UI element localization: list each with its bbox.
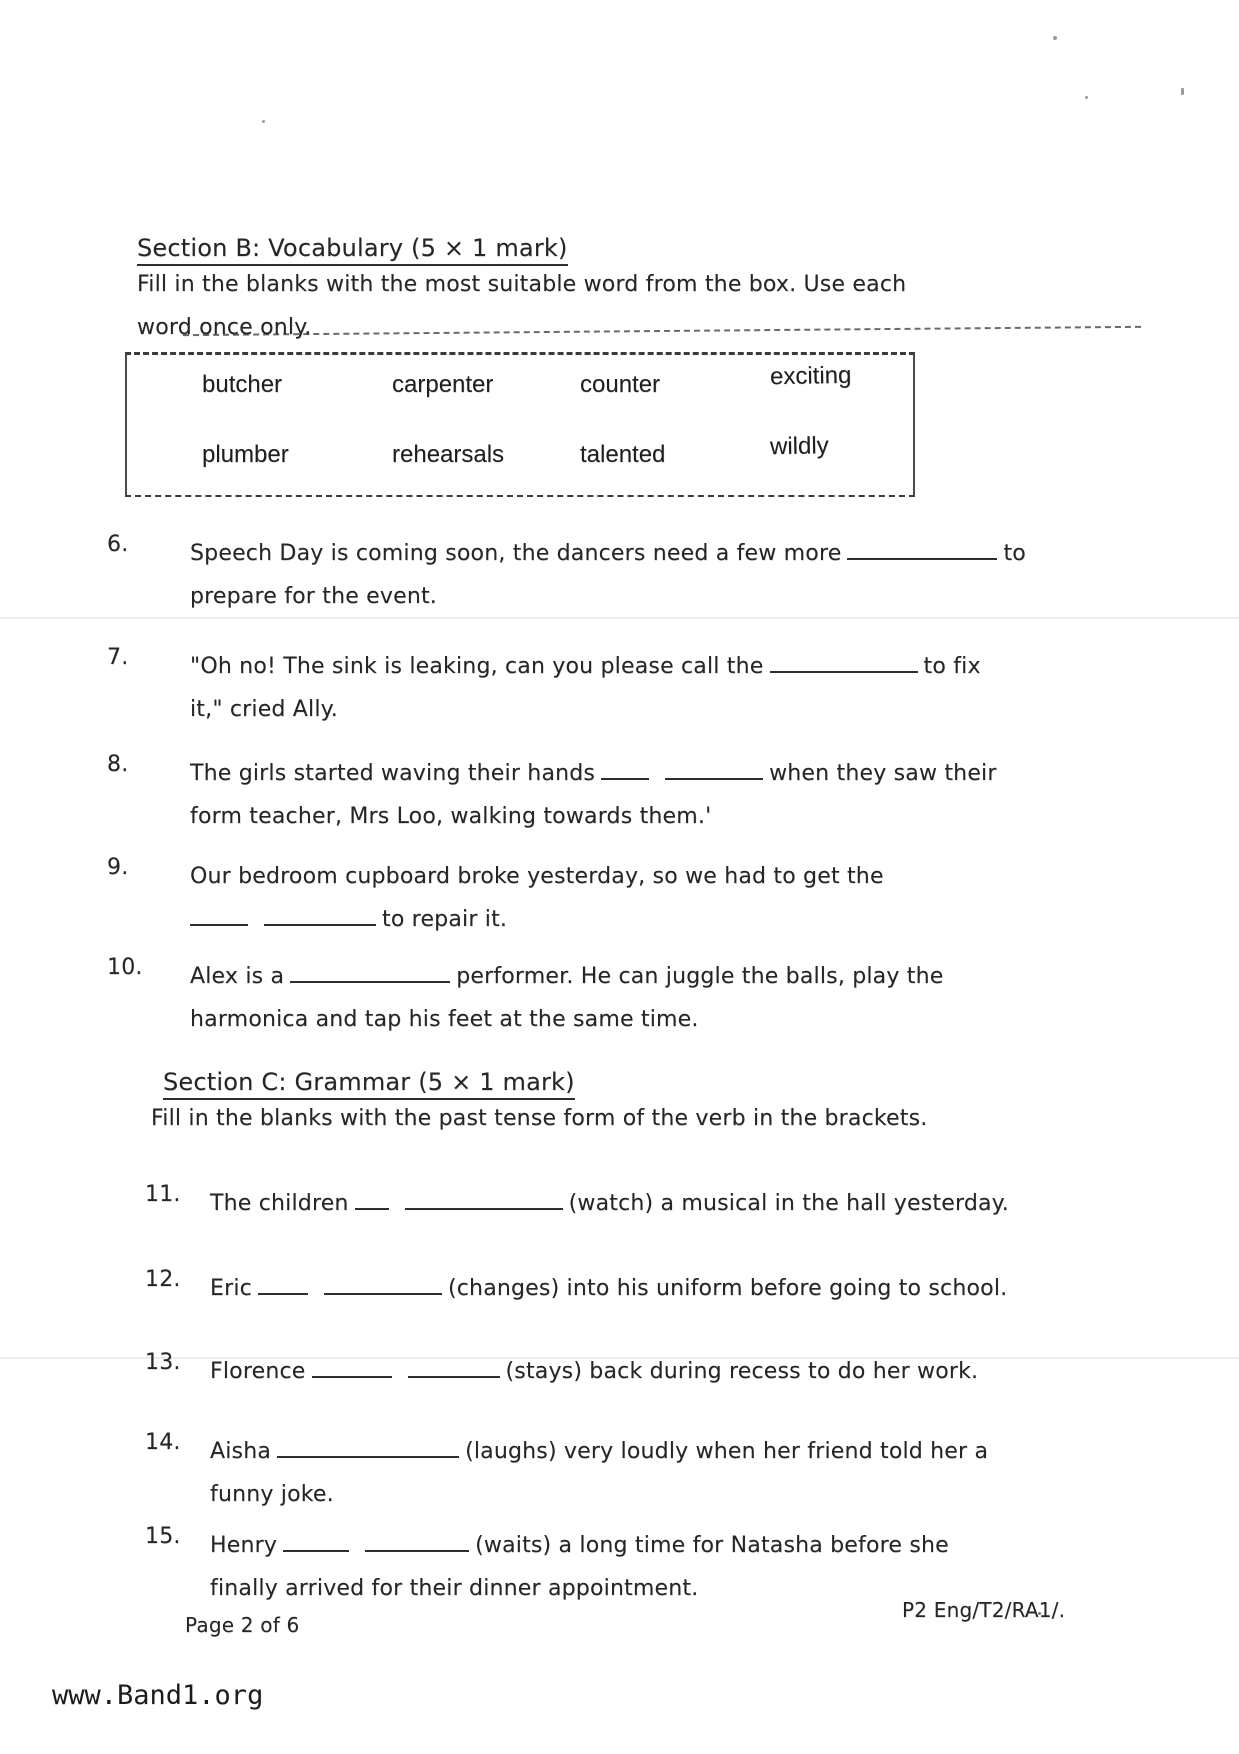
question-text-segment: Florence — [210, 1359, 306, 1384]
section-c-heading — [163, 1068, 575, 1100]
answer-blank — [290, 959, 450, 983]
answer-blank — [190, 902, 248, 926]
scan-speck — [1085, 96, 1088, 99]
question-text-segment: (changes) into his uniform before going to school. — [447, 1276, 1008, 1301]
section-c-instruction: Fill in the blanks with the past tense form of the verb in the brackets. — [151, 1106, 928, 1131]
question-line — [210, 1430, 988, 1473]
site-watermark: www.Band1.org — [52, 1680, 264, 1711]
question-text — [210, 1350, 978, 1393]
word-option: exciting — [769, 361, 852, 391]
answer-blank — [324, 1271, 442, 1295]
question-text — [190, 855, 884, 941]
answer-blank — [264, 902, 376, 926]
question-text-segment: Eric — [210, 1276, 252, 1301]
question-line: form teacher, Mrs Loo, walking towards them.' — [190, 804, 712, 829]
question-text-segment: "Oh no! The sink is leaking, can you please call the — [190, 654, 764, 679]
question-text-segment: when they saw their — [769, 761, 997, 786]
question-10 — [107, 955, 943, 1041]
answer-blank — [665, 756, 763, 780]
question-text-segment: Alex is a — [190, 964, 285, 989]
question-8 — [107, 752, 997, 838]
question-text-segment: (laughs) very loudly when her friend told her a — [465, 1439, 989, 1464]
question-text — [190, 532, 1026, 618]
section-c-heading-text: Section C: Grammar (5 × 1 mark) — [163, 1068, 575, 1100]
question-text-segment: Henry — [210, 1533, 278, 1558]
question-text — [210, 1430, 988, 1516]
word-option: wildly — [769, 432, 829, 461]
question-text-segment: Aisha — [210, 1439, 272, 1464]
word-option: talented — [580, 441, 666, 468]
question-line — [210, 1267, 1007, 1310]
section-b-instruction-line2: word once only. — [137, 315, 312, 340]
question-number: 13. — [145, 1350, 181, 1375]
question-number: 7. — [107, 645, 129, 670]
answer-blank — [405, 1186, 563, 1210]
question-line: finally arrived for their dinner appointment. — [210, 1576, 699, 1601]
answer-blank — [365, 1528, 469, 1552]
word-box-row-1 — [127, 361, 913, 399]
question-text — [190, 955, 943, 1041]
question-text — [210, 1182, 1009, 1225]
word-option: carpenter — [392, 371, 494, 398]
question-line: it," cried Ally. — [190, 697, 338, 722]
section-b-heading-text: Section B: Vocabulary (5 × 1 mark) — [137, 234, 568, 266]
section-b-heading — [137, 234, 568, 266]
question-text-segment: to repair it. — [382, 907, 508, 932]
question-line — [210, 1524, 949, 1567]
answer-blank — [312, 1354, 392, 1378]
page-number: Page 2 of 6 — [185, 1613, 300, 1637]
question-line: Our bedroom cupboard broke yesterday, so we had to get the — [190, 864, 884, 889]
word-option: counter — [580, 371, 661, 398]
word-option: plumber — [202, 441, 289, 468]
question-6 — [107, 532, 1026, 618]
answer-blank — [277, 1434, 459, 1458]
question-line: harmonica and tap his feet at the same time. — [190, 1007, 699, 1032]
question-number: 9. — [107, 855, 129, 880]
question-text — [190, 752, 997, 838]
document-code: P2 Eng/T2/RA1/. — [902, 1598, 1066, 1622]
answer-blank — [283, 1528, 349, 1552]
scan-speck — [1053, 36, 1057, 40]
question-text-segment: to — [1003, 541, 1026, 566]
section-b-instruction-line1: Fill in the blanks with the most suitable word from the box. Use each — [137, 272, 907, 297]
question-text-segment: (waits) a long time for Natasha before she — [475, 1533, 949, 1558]
question-line — [190, 898, 884, 941]
question-text-segment: performer. He can juggle the balls, play the — [456, 964, 944, 989]
answer-blank — [847, 536, 997, 560]
question-number: 12. — [145, 1267, 181, 1292]
question-text-segment: The children — [210, 1191, 349, 1216]
question-line — [190, 532, 1026, 575]
question-number: 14. — [145, 1430, 181, 1455]
word-option: rehearsals — [392, 441, 505, 468]
question-13 — [145, 1350, 978, 1393]
answer-blank — [601, 756, 649, 780]
answer-blank — [408, 1354, 500, 1378]
question-line — [190, 645, 981, 688]
scan-artifact-dash — [183, 326, 1141, 336]
question-text-segment: Speech Day is coming soon, the dancers need a few more — [190, 541, 842, 566]
question-number: 10. — [107, 955, 143, 980]
question-number: 11. — [145, 1182, 181, 1207]
question-text — [210, 1267, 1007, 1310]
question-line — [190, 752, 997, 795]
question-14 — [145, 1430, 988, 1516]
question-line: funny joke. — [210, 1482, 334, 1507]
question-text-segment: (stays) back during recess to do her work. — [505, 1359, 979, 1384]
question-number: 15. — [145, 1524, 181, 1549]
question-text — [210, 1524, 949, 1610]
word-box — [125, 352, 915, 497]
question-text-segment: The girls started waving their hands — [190, 761, 596, 786]
question-text-segment: (watch) a musical in the hall yesterday. — [568, 1191, 1009, 1216]
answer-blank — [258, 1271, 308, 1295]
question-line — [190, 955, 943, 998]
word-box-row-2 — [127, 432, 913, 469]
answer-blank — [770, 649, 918, 673]
question-number: 6. — [107, 532, 129, 557]
question-11 — [145, 1182, 1009, 1225]
question-line — [210, 1182, 1009, 1225]
question-7 — [107, 645, 981, 731]
question-text-segment: to fix — [923, 654, 981, 679]
question-12 — [145, 1267, 1007, 1310]
word-option: butcher — [202, 371, 283, 398]
scan-speck — [1181, 88, 1184, 95]
scan-speck — [262, 120, 265, 123]
answer-blank — [355, 1186, 389, 1210]
question-15 — [145, 1524, 949, 1610]
question-number: 8. — [107, 752, 129, 777]
question-9 — [107, 855, 884, 941]
question-text — [190, 645, 981, 731]
question-line: prepare for the event. — [190, 584, 437, 609]
question-line — [210, 1350, 978, 1393]
